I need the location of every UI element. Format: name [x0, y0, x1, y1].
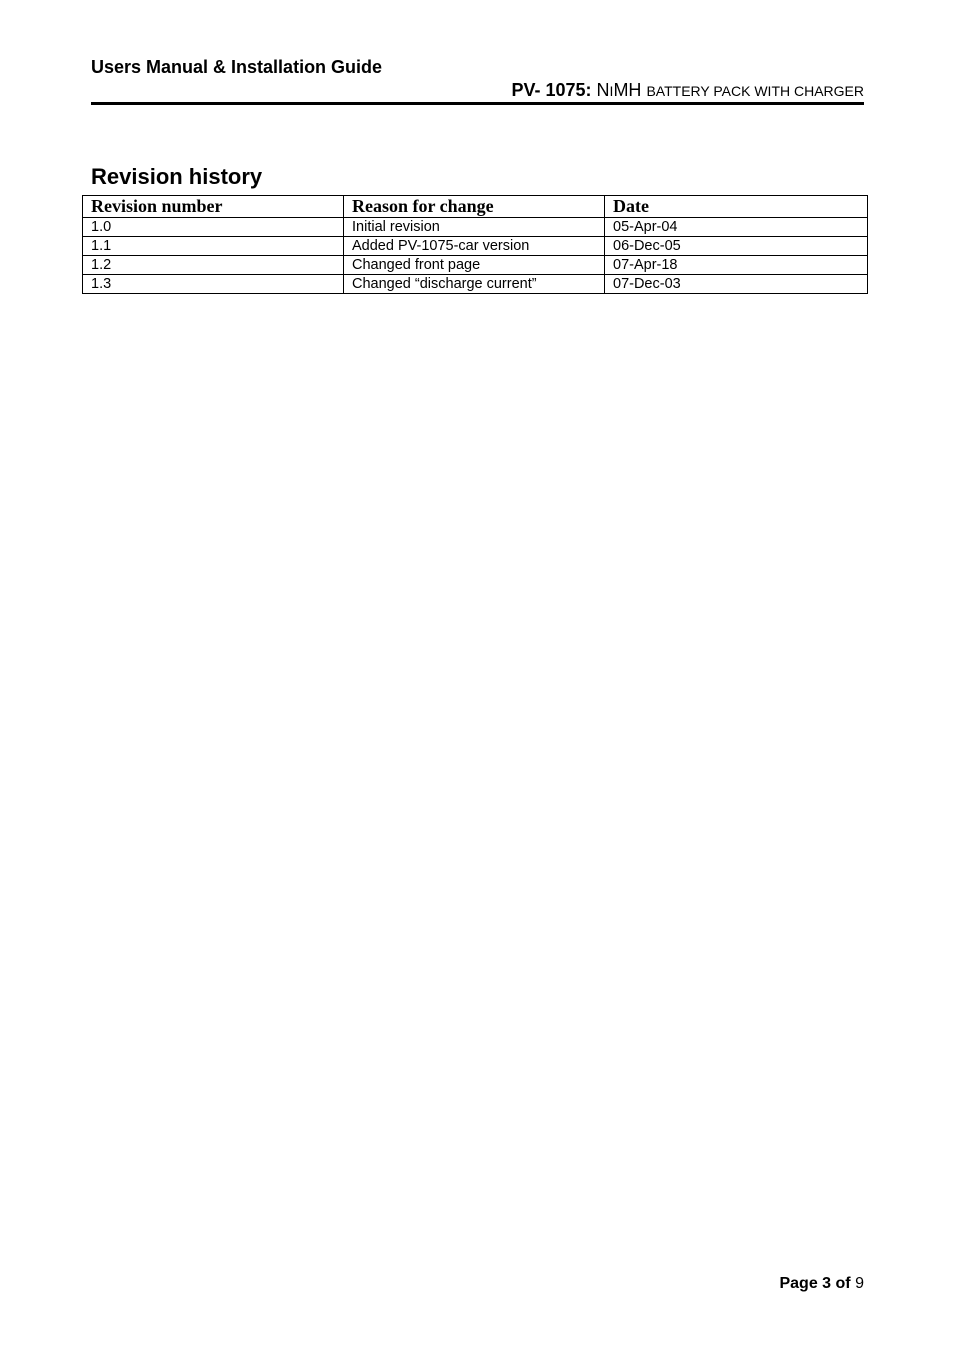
table-row — [83, 256, 868, 275]
product-model: PV- 1075: — [511, 80, 592, 100]
subtitle-n: N — [596, 80, 610, 100]
reason-cell: Initial revision — [344, 218, 605, 237]
current-page: 3 — [822, 1275, 832, 1292]
page-header — [91, 56, 864, 105]
column-header-date: Date — [605, 196, 868, 218]
reason-cell: Changed front page — [344, 256, 605, 275]
of-label: of — [835, 1275, 851, 1292]
table-header-row — [83, 196, 868, 218]
section-title: Revision history — [91, 164, 263, 189]
revision-number-cell: 1.0 — [83, 218, 344, 237]
subtitle-i: I — [609, 83, 614, 99]
revision-number-cell: 1.2 — [83, 256, 344, 275]
revision-number-cell: 1.3 — [83, 275, 344, 294]
date-cell: 07-Apr-18 — [605, 256, 868, 275]
table-row — [83, 275, 868, 294]
product-subtitle — [511, 79, 864, 102]
subtitle-description: BATTERY PACK WITH CHARGER — [646, 83, 864, 99]
reason-cell: Changed “discharge current” — [344, 275, 605, 294]
column-header-revision-number: Revision number — [83, 196, 344, 218]
reason-cell: Added PV-1075-car version — [344, 237, 605, 256]
revision-history-table — [82, 195, 868, 294]
table-row — [83, 237, 868, 256]
page-number — [779, 1274, 864, 1294]
total-pages: 9 — [855, 1275, 864, 1292]
table-row — [83, 218, 868, 237]
date-cell: 06-Dec-05 — [605, 237, 868, 256]
column-header-reason-for-change: Reason for change — [344, 196, 605, 218]
page-label: Page — [779, 1275, 818, 1292]
subtitle-mh: MH — [613, 80, 642, 100]
revision-number-cell: 1.1 — [83, 237, 344, 256]
manual-title: Users Manual & Installation Guide — [91, 57, 383, 77]
date-cell: 05-Apr-04 — [605, 218, 868, 237]
date-cell: 07-Dec-03 — [605, 275, 868, 294]
